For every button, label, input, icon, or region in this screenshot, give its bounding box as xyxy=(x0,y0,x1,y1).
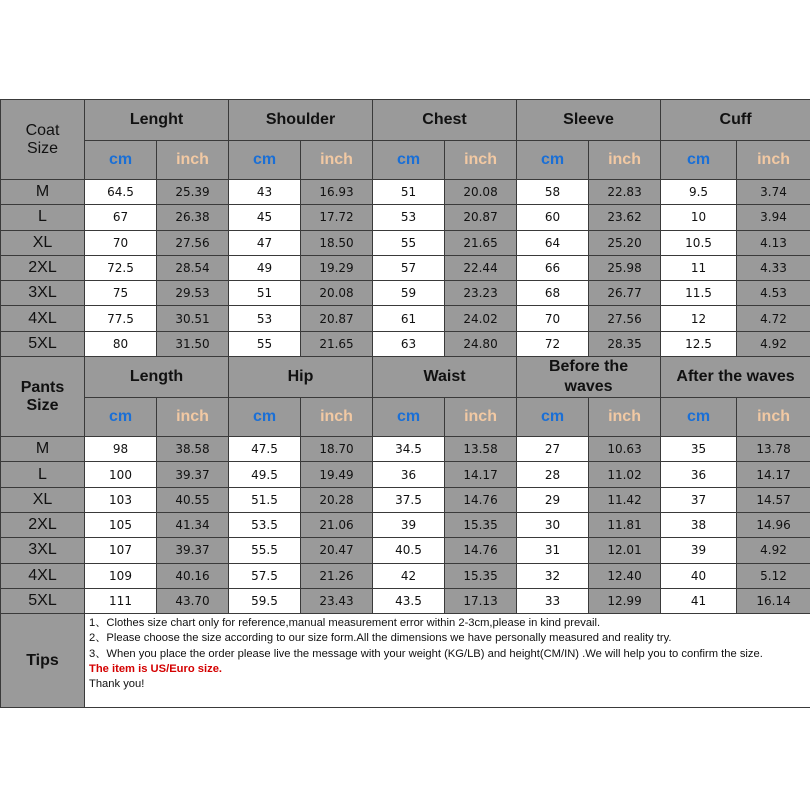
coat-value-cell: 28.35 xyxy=(589,331,661,356)
pants-value-cell: 59.5 xyxy=(229,588,301,613)
coat-value-cell: 30.51 xyxy=(157,306,229,331)
coat-label-line2: Size xyxy=(26,139,59,157)
pants-size-cell: 4XL xyxy=(1,563,85,588)
coat-value-cell: 43 xyxy=(229,180,301,205)
coat-value-cell: 17.72 xyxy=(301,205,373,230)
pants-data-row xyxy=(1,538,810,563)
pants-value-cell: 15.35 xyxy=(445,563,517,588)
pants-value-cell: 32 xyxy=(517,563,589,588)
pants-size-cell: XL xyxy=(1,487,85,512)
coat-value-cell: 18.50 xyxy=(301,230,373,255)
pants-value-cell: 107 xyxy=(85,538,157,563)
pants-value-cell: 27 xyxy=(517,437,589,462)
pants-size-cell: M xyxy=(1,437,85,462)
pants-value-cell: 36 xyxy=(661,462,737,487)
pants-size-cell: 2XL xyxy=(1,512,85,537)
unit-cm: cm xyxy=(373,398,445,437)
tips-label: Tips xyxy=(1,614,85,708)
pants-size-cell: 3XL xyxy=(1,538,85,563)
coat-value-cell: 58 xyxy=(517,180,589,205)
pants-value-cell: 17.13 xyxy=(445,588,517,613)
coat-header-row xyxy=(1,100,810,141)
pants-header-row xyxy=(1,357,810,398)
pants-value-cell: 19.49 xyxy=(301,462,373,487)
coat-value-cell: 3.94 xyxy=(737,205,810,230)
coat-col-length: Lenght xyxy=(85,100,229,141)
pants-value-cell: 38.58 xyxy=(157,437,229,462)
pants-value-cell: 31 xyxy=(517,538,589,563)
coat-value-cell: 53 xyxy=(229,306,301,331)
coat-data-row xyxy=(1,331,810,356)
coat-size-cell: 2XL xyxy=(1,255,85,280)
coat-col-cuff: Cuff xyxy=(661,100,810,141)
pants-value-cell: 42 xyxy=(373,563,445,588)
coat-value-cell: 55 xyxy=(373,230,445,255)
pants-value-cell: 13.78 xyxy=(737,437,810,462)
pants-value-cell: 98 xyxy=(85,437,157,462)
pants-value-cell: 40.5 xyxy=(373,538,445,563)
pants-value-cell: 11.42 xyxy=(589,487,661,512)
pants-col-after-waves: After the waves xyxy=(661,357,810,398)
unit-cm: cm xyxy=(373,141,445,180)
coat-label-line1: Coat xyxy=(25,121,60,139)
coat-value-cell: 64.5 xyxy=(85,180,157,205)
coat-data-row xyxy=(1,255,810,280)
pants-value-cell: 14.57 xyxy=(737,487,810,512)
unit-cm: cm xyxy=(517,398,589,437)
pants-value-cell: 39 xyxy=(373,512,445,537)
pants-value-cell: 39.37 xyxy=(157,538,229,563)
pants-data-row xyxy=(1,563,810,588)
coat-value-cell: 23.23 xyxy=(445,281,517,306)
unit-inch: inch xyxy=(301,141,373,180)
coat-value-cell: 66 xyxy=(517,255,589,280)
pants-value-cell: 15.35 xyxy=(445,512,517,537)
pants-data-row xyxy=(1,588,810,613)
pants-size-cell: L xyxy=(1,462,85,487)
pants-value-cell: 105 xyxy=(85,512,157,537)
coat-value-cell: 64 xyxy=(517,230,589,255)
pants-value-cell: 12.40 xyxy=(589,563,661,588)
coat-value-cell: 45 xyxy=(229,205,301,230)
pants-value-cell: 40.55 xyxy=(157,487,229,512)
coat-value-cell: 27.56 xyxy=(589,306,661,331)
pants-value-cell: 21.26 xyxy=(301,563,373,588)
coat-value-cell: 12 xyxy=(661,306,737,331)
pants-value-cell: 103 xyxy=(85,487,157,512)
unit-cm: cm xyxy=(85,398,157,437)
coat-value-cell: 25.39 xyxy=(157,180,229,205)
coat-value-cell: 55 xyxy=(229,331,301,356)
pants-value-cell: 40.16 xyxy=(157,563,229,588)
pants-data-row xyxy=(1,512,810,537)
coat-value-cell: 9.5 xyxy=(661,180,737,205)
pants-value-cell: 12.99 xyxy=(589,588,661,613)
pants-value-cell: 109 xyxy=(85,563,157,588)
coat-value-cell: 47 xyxy=(229,230,301,255)
coat-value-cell: 22.44 xyxy=(445,255,517,280)
unit-inch: inch xyxy=(737,398,810,437)
coat-data-row xyxy=(1,205,810,230)
coat-value-cell: 3.74 xyxy=(737,180,810,205)
pants-value-cell: 37.5 xyxy=(373,487,445,512)
pants-value-cell: 55.5 xyxy=(229,538,301,563)
coat-value-cell: 24.02 xyxy=(445,306,517,331)
pants-value-cell: 13.58 xyxy=(445,437,517,462)
coat-value-cell: 49 xyxy=(229,255,301,280)
coat-value-cell: 25.20 xyxy=(589,230,661,255)
coat-value-cell: 31.50 xyxy=(157,331,229,356)
unit-inch: inch xyxy=(157,398,229,437)
coat-value-cell: 59 xyxy=(373,281,445,306)
pants-value-cell: 14.76 xyxy=(445,487,517,512)
tip-line-3: 3、When you place the order please live the message with your weight (KG/LB) and height(CM/IN) .We will help you to confirm the size. xyxy=(89,647,763,660)
pants-label-line2: Size xyxy=(26,396,59,414)
coat-value-cell: 27.56 xyxy=(157,230,229,255)
coat-value-cell: 29.53 xyxy=(157,281,229,306)
coat-size-cell: XL xyxy=(1,230,85,255)
coat-value-cell: 75 xyxy=(85,281,157,306)
coat-value-cell: 11.5 xyxy=(661,281,737,306)
coat-value-cell: 20.87 xyxy=(445,205,517,230)
coat-value-cell: 11 xyxy=(661,255,737,280)
coat-data-row xyxy=(1,281,810,306)
pants-value-cell: 51.5 xyxy=(229,487,301,512)
coat-value-cell: 51 xyxy=(229,281,301,306)
tips-row xyxy=(1,614,810,708)
coat-value-cell: 53 xyxy=(373,205,445,230)
unit-inch: inch xyxy=(737,141,810,180)
coat-value-cell: 67 xyxy=(85,205,157,230)
pants-value-cell: 12.01 xyxy=(589,538,661,563)
pants-value-cell: 39.37 xyxy=(157,462,229,487)
coat-value-cell: 68 xyxy=(517,281,589,306)
coat-value-cell: 26.77 xyxy=(589,281,661,306)
coat-value-cell: 12.5 xyxy=(661,331,737,356)
coat-value-cell: 63 xyxy=(373,331,445,356)
coat-value-cell: 57 xyxy=(373,255,445,280)
tip-line-2: 2、Please choose the size according to our size form.All the dimensions we have personally measured and reality try. xyxy=(89,632,672,645)
size-chart-table xyxy=(0,99,810,708)
pants-value-cell: 29 xyxy=(517,487,589,512)
coat-size-cell: 3XL xyxy=(1,281,85,306)
coat-value-cell: 77.5 xyxy=(85,306,157,331)
pants-value-cell: 10.63 xyxy=(589,437,661,462)
pants-value-cell: 36 xyxy=(373,462,445,487)
pants-value-cell: 16.14 xyxy=(737,588,810,613)
pants-col-before-waves: Before the waves xyxy=(517,357,661,398)
pants-size-label xyxy=(1,357,85,437)
coat-unit-row xyxy=(1,141,810,180)
coat-value-cell: 4.92 xyxy=(737,331,810,356)
pants-value-cell: 100 xyxy=(85,462,157,487)
pants-col-hip: Hip xyxy=(229,357,373,398)
pants-col-waist: Waist xyxy=(373,357,517,398)
pants-value-cell: 39 xyxy=(661,538,737,563)
coat-value-cell: 26.38 xyxy=(157,205,229,230)
coat-size-label xyxy=(1,100,85,180)
pants-value-cell: 14.17 xyxy=(445,462,517,487)
pants-value-cell: 11.81 xyxy=(589,512,661,537)
coat-value-cell: 72 xyxy=(517,331,589,356)
pants-value-cell: 47.5 xyxy=(229,437,301,462)
unit-inch: inch xyxy=(445,141,517,180)
coat-data-row xyxy=(1,180,810,205)
unit-inch: inch xyxy=(589,141,661,180)
pants-value-cell: 20.47 xyxy=(301,538,373,563)
coat-value-cell: 51 xyxy=(373,180,445,205)
coat-value-cell: 23.62 xyxy=(589,205,661,230)
coat-value-cell: 24.80 xyxy=(445,331,517,356)
pants-unit-row xyxy=(1,398,810,437)
pants-data-row xyxy=(1,487,810,512)
coat-value-cell: 4.33 xyxy=(737,255,810,280)
tip-line-size-note: The item is US/Euro size. xyxy=(89,662,223,675)
unit-inch: inch xyxy=(157,141,229,180)
unit-cm: cm xyxy=(229,398,301,437)
pants-value-cell: 41 xyxy=(661,588,737,613)
coat-col-sleeve: Sleeve xyxy=(517,100,661,141)
coat-size-cell: L xyxy=(1,205,85,230)
pants-value-cell: 33 xyxy=(517,588,589,613)
pants-data-row xyxy=(1,462,810,487)
coat-value-cell: 72.5 xyxy=(85,255,157,280)
coat-size-cell: 5XL xyxy=(1,331,85,356)
pants-value-cell: 40 xyxy=(661,563,737,588)
pants-value-cell: 41.34 xyxy=(157,512,229,537)
pants-value-cell: 14.76 xyxy=(445,538,517,563)
coat-col-shoulder: Shoulder xyxy=(229,100,373,141)
pants-value-cell: 111 xyxy=(85,588,157,613)
pants-label-line1: Pants xyxy=(20,378,65,396)
pants-value-cell: 14.96 xyxy=(737,512,810,537)
pants-value-cell: 18.70 xyxy=(301,437,373,462)
pants-col-length: Length xyxy=(85,357,229,398)
coat-value-cell: 28.54 xyxy=(157,255,229,280)
coat-value-cell: 20.08 xyxy=(445,180,517,205)
pants-value-cell: 4.92 xyxy=(737,538,810,563)
unit-inch: inch xyxy=(301,398,373,437)
pants-value-cell: 28 xyxy=(517,462,589,487)
pants-size-cell: 5XL xyxy=(1,588,85,613)
coat-col-chest: Chest xyxy=(373,100,517,141)
pants-value-cell: 37 xyxy=(661,487,737,512)
coat-value-cell: 70 xyxy=(85,230,157,255)
coat-value-cell: 61 xyxy=(373,306,445,331)
pants-value-cell: 43.70 xyxy=(157,588,229,613)
pants-value-cell: 21.06 xyxy=(301,512,373,537)
pants-value-cell: 14.17 xyxy=(737,462,810,487)
unit-cm: cm xyxy=(661,141,737,180)
pants-value-cell: 30 xyxy=(517,512,589,537)
unit-cm: cm xyxy=(85,141,157,180)
coat-value-cell: 20.87 xyxy=(301,306,373,331)
coat-value-cell: 70 xyxy=(517,306,589,331)
coat-value-cell: 60 xyxy=(517,205,589,230)
pants-value-cell: 53.5 xyxy=(229,512,301,537)
coat-value-cell: 10.5 xyxy=(661,230,737,255)
coat-data-row xyxy=(1,230,810,255)
coat-value-cell: 21.65 xyxy=(301,331,373,356)
pants-data-row xyxy=(1,437,810,462)
coat-value-cell: 4.72 xyxy=(737,306,810,331)
coat-value-cell: 10 xyxy=(661,205,737,230)
coat-value-cell: 4.53 xyxy=(737,281,810,306)
coat-value-cell: 25.98 xyxy=(589,255,661,280)
tip-line-1: 1、Clothes size chart only for reference,manual measurement error within 2-3cm,please in kind prevail. xyxy=(89,617,601,630)
coat-value-cell: 19.29 xyxy=(301,255,373,280)
unit-cm: cm xyxy=(229,141,301,180)
coat-value-cell: 80 xyxy=(85,331,157,356)
coat-size-cell: M xyxy=(1,180,85,205)
coat-value-cell: 20.08 xyxy=(301,281,373,306)
coat-data-row xyxy=(1,306,810,331)
pants-value-cell: 35 xyxy=(661,437,737,462)
tips-content xyxy=(85,614,810,708)
coat-value-cell: 4.13 xyxy=(737,230,810,255)
unit-inch: inch xyxy=(589,398,661,437)
unit-cm: cm xyxy=(517,141,589,180)
coat-value-cell: 22.83 xyxy=(589,180,661,205)
coat-size-cell: 4XL xyxy=(1,306,85,331)
coat-value-cell: 21.65 xyxy=(445,230,517,255)
pants-value-cell: 49.5 xyxy=(229,462,301,487)
pants-value-cell: 5.12 xyxy=(737,563,810,588)
pants-value-cell: 23.43 xyxy=(301,588,373,613)
pants-value-cell: 34.5 xyxy=(373,437,445,462)
pants-value-cell: 20.28 xyxy=(301,487,373,512)
pants-value-cell: 57.5 xyxy=(229,563,301,588)
coat-value-cell: 16.93 xyxy=(301,180,373,205)
pants-value-cell: 43.5 xyxy=(373,588,445,613)
pants-value-cell: 11.02 xyxy=(589,462,661,487)
tip-line-thanks: Thank you! xyxy=(89,677,145,690)
unit-inch: inch xyxy=(445,398,517,437)
unit-cm: cm xyxy=(661,398,737,437)
pants-value-cell: 38 xyxy=(661,512,737,537)
